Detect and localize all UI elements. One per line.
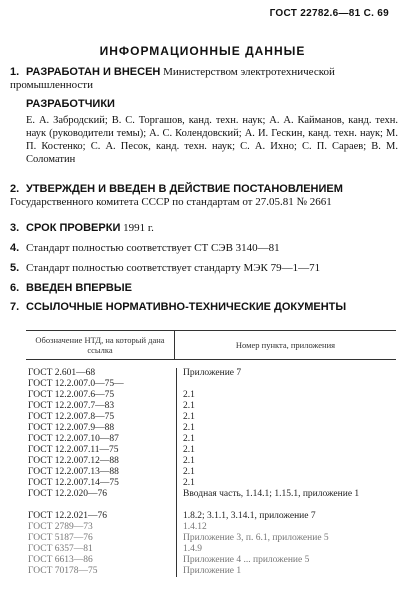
table-row	[26, 533, 396, 544]
clause-cell: 2.1	[183, 423, 195, 433]
clause-cell	[177, 379, 396, 390]
reference-table	[26, 330, 396, 577]
section-4	[10, 242, 396, 255]
clause-cell: 2.1	[183, 478, 195, 488]
table-header	[26, 330, 396, 360]
developers-list: Е. А. Забродский; В. С. Торгашов, канд. техн. наук; А. А. Кайманов, канд. техн. наук (руководители темы); А. С. Колендовский; А. И. Гескин, канд. техн. наук; М. П. Костенко; С. А. Песок, канд. техн. наук; С. А. Ихно; С. П. Сараев; В. М. Соломатин	[26, 115, 398, 165]
section-number: 7.	[10, 301, 20, 313]
section-number: 1.	[10, 66, 20, 78]
clause-cell: Приложение 7	[183, 368, 242, 378]
document-cell: ГОСТ 6357—81	[26, 544, 177, 555]
section-text: Министерством электротехнической промышленности	[10, 66, 335, 91]
section-number: 2.	[10, 183, 20, 195]
section-2	[10, 183, 396, 209]
column-header-document: Обозначение НТД, на который дана ссылка	[26, 331, 175, 359]
clause-cell: 1.4.9	[183, 544, 202, 554]
clause-cell: 2.1	[183, 456, 195, 466]
clause-cell: 2.1	[183, 401, 195, 411]
clause-cell: 2.1	[183, 445, 195, 455]
section-number: 5.	[10, 262, 20, 274]
section-1	[10, 66, 396, 92]
section-number: 6.	[10, 282, 20, 294]
document-cell: ГОСТ 2.601—68	[26, 368, 177, 379]
table-row	[26, 423, 396, 434]
document-cell	[26, 500, 177, 511]
table-row	[26, 401, 396, 412]
section-7	[10, 301, 396, 314]
section-5	[10, 262, 396, 275]
table-row	[26, 467, 396, 478]
document-cell: ГОСТ 6613—86	[26, 555, 177, 566]
section-text: 1991 г.	[120, 222, 154, 234]
column-header-clause: Номер пункта, приложения	[235, 340, 336, 350]
section-text: Стандарт полностью соответствует СТ СЭВ 3140—81	[26, 242, 280, 254]
table-row	[26, 379, 396, 390]
clause-cell: 2.1	[183, 412, 195, 422]
table-row	[26, 456, 396, 467]
section-lead: СРОК ПРОВЕРКИ	[26, 222, 121, 234]
document-cell: ГОСТ 12.2.007.14—75	[26, 478, 177, 489]
table-row	[26, 390, 396, 401]
document-cell: ГОСТ 12.2.007.7—83	[26, 401, 177, 412]
section-number: 3.	[10, 222, 20, 234]
document-cell: ГОСТ 12.2.007.9—88	[26, 423, 177, 434]
clause-cell: Вводная часть, 1.14.1; 1.15.1, приложение 1	[183, 489, 360, 499]
page-header: ГОСТ 22782.6—81 С. 69	[269, 8, 389, 19]
table-row	[26, 412, 396, 423]
table-row	[26, 500, 396, 511]
table-row	[26, 555, 396, 566]
developers-subhead: РАЗРАБОТЧИКИ	[26, 98, 115, 110]
clause-cell: 1.8.2; 3.1.1, 3.14.1, приложение 7	[183, 511, 316, 521]
document-cell: ГОСТ 12.2.007.0—75—	[26, 379, 177, 390]
section-text: Стандарт полностью соответствует стандарту МЭК 79—1—71	[26, 262, 321, 274]
section-6	[10, 282, 396, 295]
document-cell: ГОСТ 70178—75	[26, 566, 177, 577]
document-cell: ГОСТ 5187—76	[26, 533, 177, 544]
document-cell: ГОСТ 2789—73	[26, 522, 177, 533]
document-cell: ГОСТ 12.2.007.11—75	[26, 445, 177, 456]
section-text: Государственного комитета СССР по стандартам от 27.05.81 № 2661	[10, 196, 332, 208]
table-row	[26, 478, 396, 489]
section-lead: РАЗРАБОТАН И ВНЕСЕН	[26, 66, 161, 78]
document-cell: ГОСТ 12.2.007.12—88	[26, 456, 177, 467]
table-row	[26, 489, 396, 500]
clause-cell: 2.1	[183, 390, 195, 400]
section-lead: ССЫЛОЧНЫЕ НОРМАТИВНО-ТЕХНИЧЕСКИЕ ДОКУМЕНТЫ	[26, 301, 347, 313]
table-row	[26, 368, 396, 379]
document-cell: ГОСТ 12.2.021—76	[26, 511, 177, 522]
section-lead: УТВЕРЖДЕН И ВВЕДЕН В ДЕЙСТВИЕ ПОСТАНОВЛЕНИЕМ	[26, 183, 343, 195]
clause-cell	[177, 500, 396, 511]
document-cell: ГОСТ 12.2.007.6—75	[26, 390, 177, 401]
table-body	[26, 368, 396, 577]
clause-cell: Приложение 1	[183, 566, 242, 576]
table-row	[26, 522, 396, 533]
clause-cell: 1.4.12	[183, 522, 207, 532]
table-row	[26, 544, 396, 555]
table-row	[26, 434, 396, 445]
clause-cell: Приложение 3, п. 6.1, приложение 5	[183, 533, 329, 543]
table-row	[26, 445, 396, 456]
clause-cell: Приложение 4 ... приложение 5	[183, 555, 310, 565]
document-cell: ГОСТ 12.2.007.8—75	[26, 412, 177, 423]
document-cell: ГОСТ 12.2.007.10—87	[26, 434, 177, 445]
table-row	[26, 511, 396, 522]
document-cell: ГОСТ 12.2.020—76	[26, 489, 177, 500]
clause-cell: 2.1	[183, 434, 195, 444]
section-number: 4.	[10, 242, 20, 254]
table-row	[26, 566, 396, 577]
document-cell: ГОСТ 12.2.007.13—88	[26, 467, 177, 478]
page-title: ИНФОРМАЦИОННЫЕ ДАННЫЕ	[99, 44, 306, 58]
section-lead: ВВЕДЕН ВПЕРВЫЕ	[26, 282, 132, 294]
clause-cell: 2.1	[183, 467, 195, 477]
section-3	[10, 222, 396, 235]
